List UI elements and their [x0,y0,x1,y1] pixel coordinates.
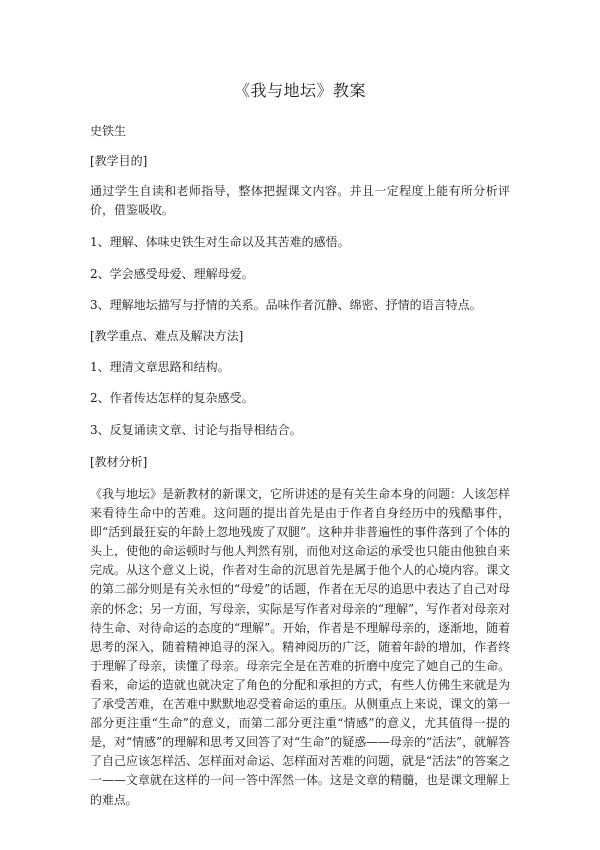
key-point-item-3: 3、反复诵读文章、讨论与指导相结合。 [90,423,302,437]
goals-heading: [教学目的] [90,154,148,168]
goals-intro-paragraph: 通过学生自读和老师指导，整体把握课文内容。并且一定程度上能有所分析评价，借鉴吸收。 [90,184,510,217]
goal-item-2: 2、学会感受母爱、理解母爱。 [90,267,254,281]
analysis-heading: [教材分析] [90,455,148,469]
goal-item-1: 1、理解、体味史铁生对生命以及其苦难的感悟。 [90,235,350,249]
key-point-item-1: 1、理清文章思路和结构。 [90,360,230,374]
goal-item-3: 3、理解地坛描写与抒情的关系。品味作者沉静、绵密、抒情的语言特点。 [90,298,482,312]
key-points-heading: [教学重点、难点及解决方法] [90,329,244,343]
key-point-item-2: 2、作者传达怎样的复杂感受。 [90,391,254,405]
page-title: 《我与地坛》教案 [233,81,366,100]
analysis-paragraph: 《我与地坛》是新教材的新课文，它所讲述的是有关生命本身的问题：人该怎样来看待生命中的苦难。这问题的提出首先是由于作者自身经历中的残酷事件，即“活到最狂妄的年龄上忽地残废了双腿”。这种并非普遍性的事件落到了个体的头上，使他的命运顿时与他人判然有别，而他对这命运的承受也只能由他独自来完成。从这个意义上说，作者对生命的沉思首先是属于他个人的心境内容。课文的第二部分则是有关永恒的“母爱”的话题，作者在无尽的追思中表达了自己对母亲的怀念；另一方面，写母亲，实际是写作者对母亲的“理解”，写作者对母亲对待生命、对待命运的态度的“理解”。开始，作者是不理解母亲的，逐渐地，随着思考的深入，随着精神追寻的深入。精神阅历的广泛，随着年龄的增加，作者终于理解了母亲，读懂了母亲。母亲完全是在苦难的折磨中度完了她自己的生命。看来，命运的造就也就决定了角色的分配和承担的方式，有些人仿佛生来就是为了承受苦难，在苦难中默默地忍受着命运的重压。从侧重点上来说，课文的第一部分更注重“生命”的意义，而第二部分更注重“情感”的意义，尤其值得一提的是，对“情感”的理解和思考又回答了对“生命”的疑惑——母亲的“活法”，就解答了自己应该怎样活、怎样面对命运、怎样面对苦难的问题，就是“活法”的答案之一——文章就在这样的一问一答中浑然一体。这是文章的精髓，也是课文理解上的难点。 [90,487,510,807]
author-name: 史铁生 [90,124,127,138]
